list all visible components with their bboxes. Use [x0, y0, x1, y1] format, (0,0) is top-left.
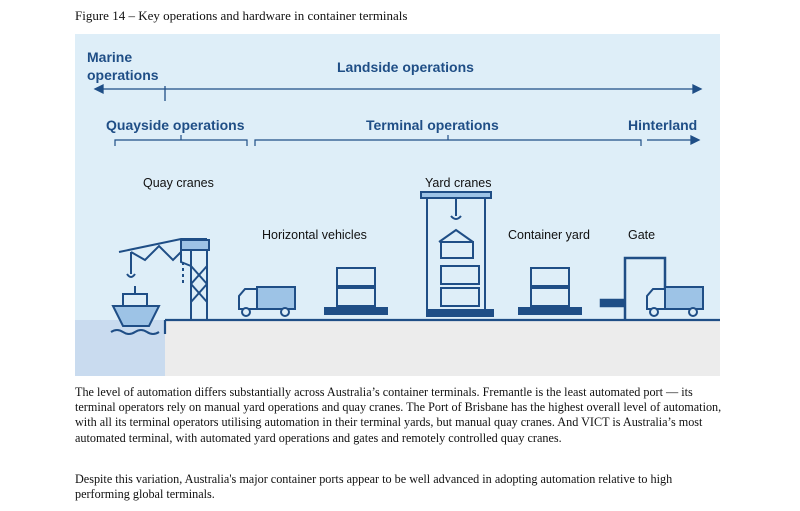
- operations-diagram: [75, 34, 720, 376]
- container-yard-label: Container yard: [508, 228, 590, 242]
- horizontal-vehicles-label: Horizontal vehicles: [262, 228, 367, 242]
- quayside-operations-label: Quayside operations: [106, 117, 245, 133]
- water: [75, 320, 165, 376]
- body-paragraph-2: Despite this variation, Australia's major container ports appear to be well advanced in adopting automation relative to high performing global terminals.: [75, 472, 673, 502]
- gate-label: Gate: [628, 228, 656, 242]
- hinterland-label: Hinterland: [628, 117, 698, 133]
- body-paragraph-1: The level of automation differs substantially across Australia’s container terminals. Fremantle is the least automated port — its terminal operators rely on manual yard operations and quay cranes. The Port of Brisbane has the highest overall level of automation, with all its terminal operators utilising automation in their terminal yards, but manual quay cranes. And VICT is Australia’s most automated terminal, with automated yard operations and gates and remotely controlled quay cranes.: [75, 385, 722, 445]
- figure-caption: Figure 14 – Key operations and hardware in container terminals: [75, 8, 408, 23]
- quay-cranes-label: Quay cranes: [143, 176, 214, 190]
- marine-operations-label: Marine operations: [87, 49, 159, 83]
- terminal-operations-label: Terminal operations: [366, 117, 499, 133]
- diagram-graphics: [75, 34, 720, 376]
- landside-operations-label: Landside operations: [337, 59, 474, 75]
- yard-cranes-label: Yard cranes: [425, 176, 492, 190]
- ground: [165, 320, 720, 376]
